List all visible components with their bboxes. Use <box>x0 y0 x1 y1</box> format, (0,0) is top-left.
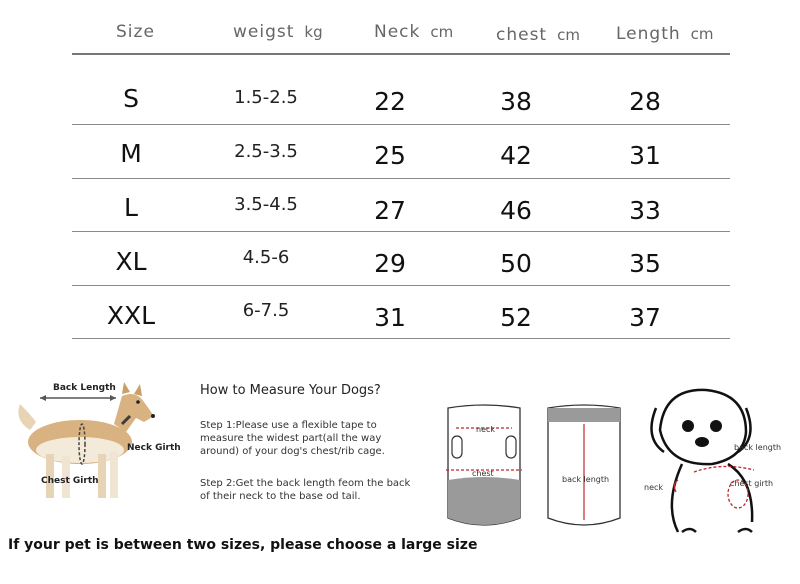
garment-back-length-label: back length <box>562 475 610 484</box>
cell-neck: 29 <box>374 249 406 278</box>
cell-neck: 25 <box>374 141 406 170</box>
row-divider <box>72 338 730 339</box>
cell-weight: 2.5-3.5 <box>234 141 298 162</box>
header-weight: weigst kg <box>233 22 323 42</box>
row-divider <box>72 231 730 232</box>
cell-weight: 6-7.5 <box>242 300 290 321</box>
garment-chest-label: chest <box>472 469 494 478</box>
cell-size: XXL <box>106 301 156 330</box>
cell-chest: 38 <box>500 87 532 116</box>
header-divider <box>72 53 730 55</box>
cell-chest: 52 <box>500 303 532 332</box>
cell-size: S <box>123 84 139 113</box>
row-divider <box>72 124 730 125</box>
cell-length: 33 <box>629 196 661 225</box>
cartoon-back-length-label: back length <box>734 443 782 452</box>
cell-chest: 46 <box>500 196 532 225</box>
header-neck: Neck cm <box>374 22 454 42</box>
cartoon-neck-label: neck <box>644 483 664 492</box>
cell-chest: 42 <box>500 141 532 170</box>
cell-weight: 3.5-4.5 <box>234 194 298 215</box>
header-length: Length cm <box>616 24 714 44</box>
row-divider <box>72 178 730 179</box>
cell-size: M <box>120 139 142 168</box>
cell-neck: 22 <box>374 87 406 116</box>
garment-neck-label: neck <box>476 425 496 434</box>
header-size: Size <box>116 22 155 42</box>
cell-weight: 1.5-2.5 <box>234 87 298 108</box>
step-2-text: Step 2:Get the back length feom the back of their neck to the base od tail. <box>200 478 411 502</box>
step-1-text: Step 1:Please use a flexible tape to measure the widest part(all the way around) of your dog's chest/rib cage. <box>200 420 385 457</box>
cell-neck: 31 <box>374 303 406 332</box>
cell-size: XL <box>115 247 147 276</box>
cell-length: 35 <box>629 249 661 278</box>
neck-girth-label: Neck Girth <box>127 443 181 453</box>
cartoon-dog-diagram <box>642 380 792 540</box>
cartoon-chest-girth-label: chest girth <box>730 479 774 488</box>
garment-diagram <box>436 398 636 538</box>
chest-girth-label: Chest Girth <box>41 476 99 486</box>
cell-weight: 4.5-6 <box>242 247 290 268</box>
back-length-label: Back Length <box>53 383 116 393</box>
cell-chest: 50 <box>500 249 532 278</box>
size-advice-footer: If your pet is between two sizes, please choose a large size <box>8 537 478 553</box>
cell-size: L <box>124 193 138 222</box>
row-divider <box>72 285 730 286</box>
how-to-measure-title: How to Measure Your Dogs? <box>200 383 381 398</box>
cell-length: 37 <box>629 303 661 332</box>
header-chest: chest cm <box>496 25 580 45</box>
cell-length: 31 <box>629 141 661 170</box>
cell-length: 28 <box>629 87 661 116</box>
cell-neck: 27 <box>374 196 406 225</box>
